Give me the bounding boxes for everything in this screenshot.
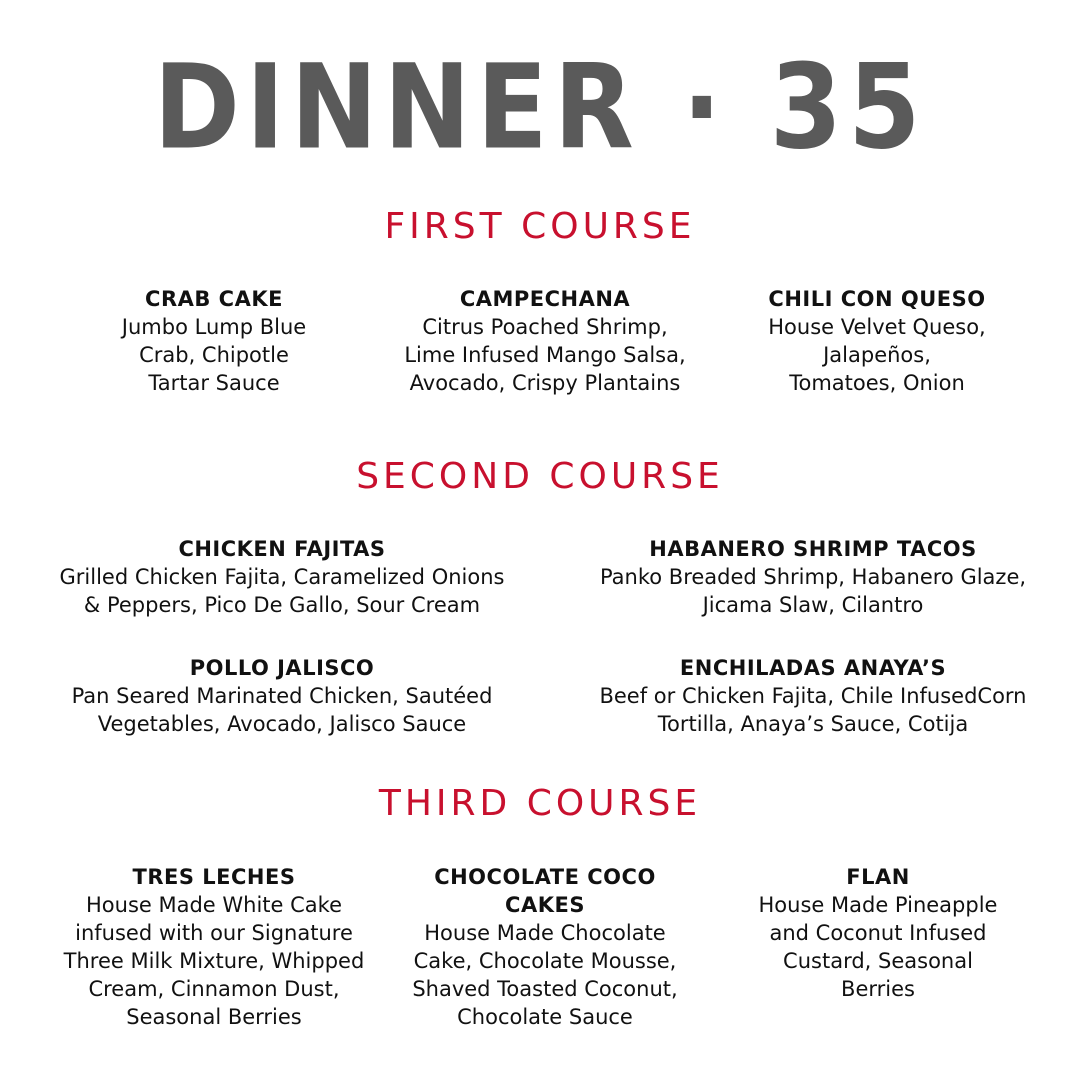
item-description: House Made Chocolate Cake, Chocolate Mousse, Shaved Toasted Coconut, Chocolate Sauce bbox=[412, 921, 678, 1029]
item-description: Jumbo Lump Blue Crab, Chipotle Tartar Sauce bbox=[121, 315, 307, 395]
third-course-heading: THIRD COURSE bbox=[378, 783, 702, 824]
item-name: ENCHILADAS ANAYA’S bbox=[679, 656, 947, 680]
item-name: TRES LECHES bbox=[132, 865, 296, 889]
item-description: Panko Breaded Shrimp, Habanero Glaze, Jicama Slaw, Cilantro bbox=[599, 565, 1027, 617]
item-name: CHOCOLATE COCO CAKES bbox=[434, 865, 656, 917]
item-name: FLAN bbox=[846, 865, 910, 889]
menu-item-crab-cake bbox=[75, 285, 353, 397]
item-name: CAMPECHANA bbox=[459, 287, 631, 311]
item-description: Pan Seared Marinated Chicken, Sautéed Vegetables, Avocado, Jalisco Sauce bbox=[71, 684, 493, 736]
menu-title: DINNER · 35 bbox=[153, 38, 927, 176]
menu-item-campechana bbox=[375, 285, 715, 397]
menu-item-enchiladas-anayas bbox=[558, 654, 1068, 738]
item-name: CRAB CAKE bbox=[145, 287, 283, 311]
item-name: CHILI CON QUESO bbox=[768, 287, 986, 311]
item-description: House Made Pineapple and Coconut Infused Custard, Seasonal Berries bbox=[758, 893, 998, 1001]
menu-item-habanero-shrimp-tacos bbox=[558, 535, 1068, 619]
first-course-heading: FIRST COURSE bbox=[384, 206, 696, 247]
item-description: Beef or Chicken Fajita, Chile InfusedCorn Tortilla, Anaya’s Sauce, Cotija bbox=[599, 684, 1027, 736]
item-description: House Made White Cake infused with our Signature Three Milk Mixture, Whipped Cream, Cinnamon Dust, Seasonal Berries bbox=[63, 893, 365, 1029]
item-name: POLLO JALISCO bbox=[189, 656, 375, 680]
item-description: House Velvet Queso, Jalapeños, Tomatoes, Onion bbox=[768, 315, 986, 395]
item-description: Citrus Poached Shrimp, Lime Infused Mango Salsa, Avocado, Crispy Plantains bbox=[404, 315, 686, 395]
item-name: CHICKEN FAJITAS bbox=[178, 537, 386, 561]
menu-item-chili-con-queso bbox=[737, 285, 1017, 397]
item-description: Grilled Chicken Fajita, Caramelized Onions & Peppers, Pico De Gallo, Sour Cream bbox=[59, 565, 505, 617]
second-course-heading: SECOND COURSE bbox=[356, 456, 724, 497]
item-name: HABANERO SHRIMP TACOS bbox=[649, 537, 977, 561]
menu-item-tres-leches bbox=[30, 863, 398, 1031]
menu-item-chicken-fajitas bbox=[12, 535, 552, 619]
menu-item-pollo-jalisco bbox=[12, 654, 552, 738]
menu-item-chocolate-coco-cakes bbox=[388, 863, 702, 1031]
menu-item-flan bbox=[728, 863, 1028, 1003]
